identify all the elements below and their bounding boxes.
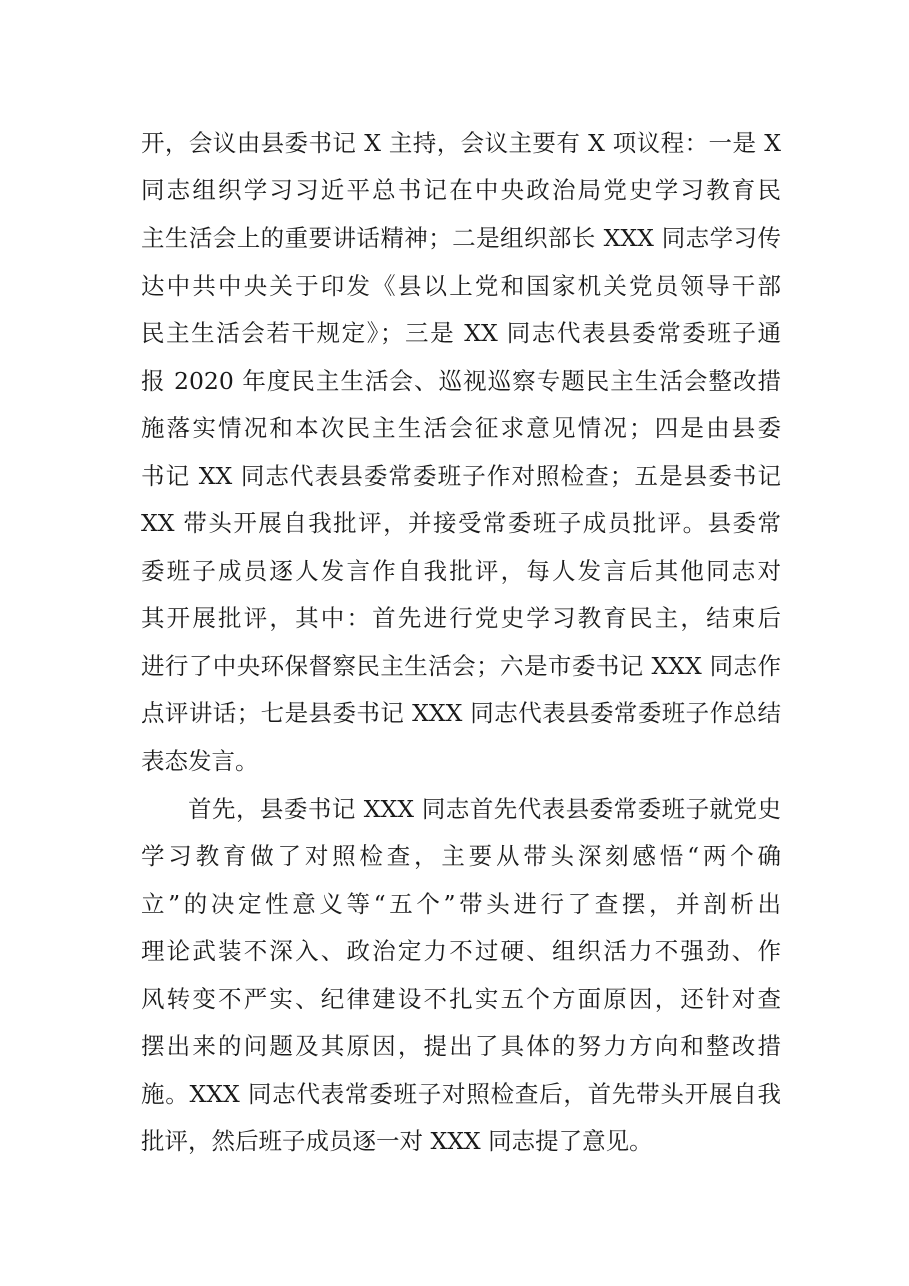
- text-line: 施。XXX 同志代表常委班子对照检查后，首先带头开展自我: [141, 1080, 781, 1108]
- text-line: 立”的决定性意义等“五个”带头进行了查摆，并剖析出: [141, 890, 781, 918]
- text-line: 点评讲话；七是县委书记 XXX 同志代表县委常委班子作总结: [141, 699, 781, 727]
- text-line: 施落实情况和本次民主生活会征求意见情况；四是由县委: [141, 414, 781, 442]
- text-line: 摆出来的问题及其原因，提出了具体的努力方向和整改措: [141, 1032, 781, 1060]
- text-line: 主生活会上的重要讲话精神；二是组织部长 XXX 同志学习传: [141, 224, 781, 252]
- text-line: 表态发言。: [141, 747, 259, 775]
- text-line: 报 2020 年度民主生活会、巡视巡察专题民主生活会整改措: [141, 367, 781, 395]
- text-line: 委班子成员逐人发言作自我批评，每人发言后其他同志对: [141, 557, 781, 585]
- text-line: XX 带头开展自我批评，并接受常委班子成员批评。县委常: [141, 509, 781, 537]
- text-line: 同志组织学习习近平总书记在中央政治局党史学习教育民: [141, 176, 781, 204]
- text-line: 首先，县委书记 XXX 同志首先代表县委常委班子就党史: [188, 795, 781, 823]
- text-line: 学习教育做了对照检查，主要从带头深刻感悟“两个确: [141, 842, 781, 870]
- text-line: 达中共中央关于印发《县以上党和国家机关党员领导干部: [141, 272, 781, 300]
- text-line: 理论武装不深入、政治定力不过硬、组织活力不强劲、作: [141, 937, 781, 965]
- text-line: 开，会议由县委书记 X 主持，会议主要有 X 项议程：一是 X: [141, 129, 781, 157]
- text-line: 进行了中央环保督察民主生活会；六是市委书记 XXX 同志作: [141, 652, 781, 680]
- text-line: 书记 XX 同志代表县委常委班子作对照检查；五是县委书记: [141, 462, 781, 490]
- text-line: 风转变不严实、纪律建设不扎实五个方面原因，还针对查: [141, 985, 781, 1013]
- text-line: 民主生活会若干规定》；三是 XX 同志代表县委常委班子通: [141, 319, 781, 347]
- text-line: 其开展批评，其中：首先进行党史学习教育民主，结束后: [141, 604, 781, 632]
- text-line: 批评，然后班子成员逐一对 XXX 同志提了意见。: [141, 1127, 653, 1155]
